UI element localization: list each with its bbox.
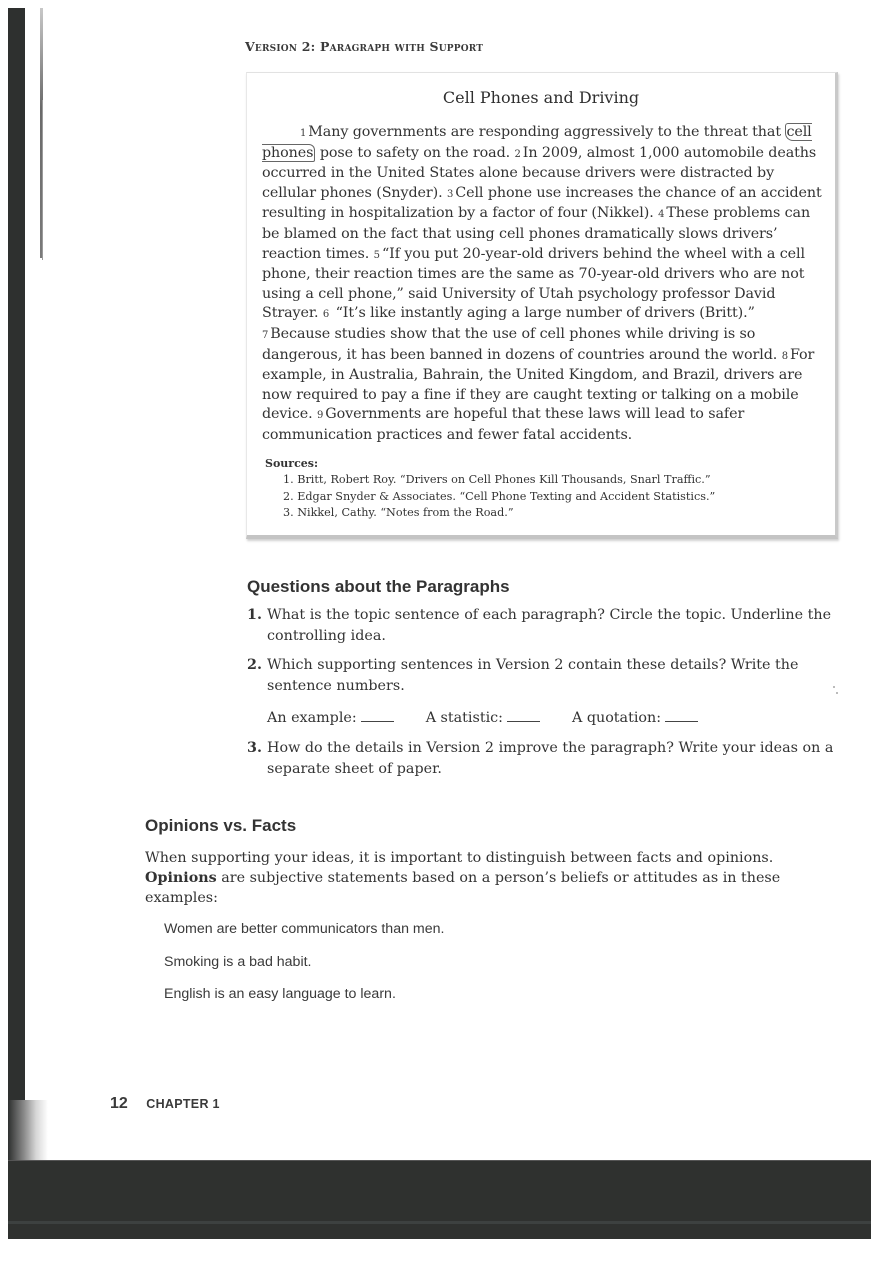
sentence-9: 9 Governments are hopeful that these laws will lead to safer communication practices and fewer fatal accidents. bbox=[262, 406, 745, 443]
sentence-4: 4 These problems can be blamed on the fact that using cell phones dramatically slows drivers’ reaction times. bbox=[262, 205, 811, 262]
question-text: What is the topic sentence of each paragraph? Circle the topic. Underline the controlling idea. bbox=[267, 607, 832, 644]
version-heading: Version 2: Paragraph with Support bbox=[245, 39, 484, 54]
sentence-number: 8 bbox=[781, 350, 788, 362]
sentence-5: 5 “If you put 20-year-old drivers behind the wheel with a cell phone, their reaction times are the same as 70-year-old drivers who are not using a cell phone,” said University of Utah psychology professor David Strayer. bbox=[262, 245, 805, 322]
question-2 bbox=[247, 655, 837, 696]
scan-speck bbox=[833, 686, 835, 688]
paragraph-title: Cell Phones and Driving bbox=[442, 88, 640, 107]
opinions-heading: Opinions vs. Facts bbox=[145, 816, 297, 835]
opinion-example: Smoking is a bad habit. bbox=[164, 954, 312, 970]
question-number: 3. bbox=[247, 740, 262, 756]
scan-page-stack-edge bbox=[8, 1100, 48, 1160]
opinions-intro: When supporting your ideas, it is important to distinguish between facts and opinions. Opinions are subjective statements based on a person’s beliefs or attitudes as in these examples: bbox=[145, 850, 781, 906]
sentence-number: 1 bbox=[300, 128, 307, 139]
sentence-3: 3 Cell phone use increases the chance of an accident resulting in hospitalization by a factor of four (Nikkel). bbox=[262, 184, 822, 222]
blank-quotation[interactable]: A quotation: bbox=[572, 709, 698, 726]
sentence-7: 7 Because studies show that the use of cell phones while driving is so dangerous, it has been banned in dozens of countries around the world. bbox=[262, 325, 782, 363]
sentence-2: 2 In 2009, almost 1,000 automobile deaths occurred in the United States alone because drivers were distracted by cellular phones (Snyder). bbox=[262, 144, 817, 201]
paragraph-body bbox=[262, 123, 827, 446]
question-number: 1. bbox=[247, 607, 262, 623]
questions-heading: Questions about the Paragraphs bbox=[247, 577, 510, 596]
scan-edge-bottom bbox=[8, 1160, 871, 1239]
sentence-number: 7 bbox=[262, 329, 269, 341]
page-number: 12 bbox=[110, 1095, 128, 1112]
source-item: 3. Nikkel, Cathy. “Notes from the Road.” bbox=[283, 506, 514, 519]
scan-edge-stripe bbox=[8, 1221, 871, 1224]
sentence-8: 8 For example, in Australia, Bahrain, the United Kingdom, and Brazil, drivers are now required to pay a fine if they are caught texting or talking on a mobile device. bbox=[262, 346, 815, 423]
sources-label: Sources: bbox=[265, 457, 319, 470]
sentence-1: 1 Many governments are responding aggressively to the threat that cell phones pose to safety on the road. bbox=[262, 124, 812, 161]
source-item: 1. Britt, Robert Roy. “Drivers on Cell Phones Kill Thousands, Snarl Traffic.” bbox=[283, 473, 711, 486]
source-item: 2. Edgar Snyder & Associates. “Cell Phone Texting and Accident Statistics.” bbox=[283, 489, 716, 503]
sentence-number: 5 bbox=[373, 249, 380, 261]
question-1 bbox=[247, 605, 837, 646]
scan-speck bbox=[836, 692, 838, 694]
sentence-number: 9 bbox=[317, 410, 324, 422]
sentence-number: 4 bbox=[658, 209, 665, 221]
blank-line[interactable] bbox=[665, 709, 698, 722]
scan-edge-left bbox=[8, 8, 25, 1160]
blank-line[interactable] bbox=[507, 709, 540, 722]
question-number: 2. bbox=[247, 657, 262, 673]
blank-statistic[interactable]: A statistic: bbox=[426, 709, 540, 726]
sentence-number: 2 bbox=[514, 148, 521, 160]
opinion-example: Women are better communicators than men. bbox=[164, 921, 445, 937]
paragraph-box bbox=[246, 72, 838, 539]
question-3 bbox=[247, 738, 837, 779]
sentence-number: 3 bbox=[446, 188, 454, 200]
sentence-6: 6 “It’s like instantly aging a large number of drivers (Britt).” bbox=[322, 305, 755, 322]
sentence-number: 6 bbox=[322, 309, 330, 321]
sources-list bbox=[265, 457, 825, 522]
blank-example[interactable]: An example: bbox=[267, 709, 394, 726]
scan-binding-line bbox=[42, 100, 43, 260]
question-text: Which supporting sentences in Version 2 contain these details? Write the sentence numbers. bbox=[267, 657, 799, 694]
term-opinions: Opinions bbox=[145, 870, 217, 886]
chapter-label: CHAPTER 1 bbox=[146, 1097, 220, 1111]
opinion-example: English is an easy language to learn. bbox=[164, 986, 396, 1002]
circled-topic: cell phones bbox=[262, 124, 812, 161]
blank-line[interactable] bbox=[361, 709, 394, 722]
page-footer bbox=[110, 1095, 220, 1113]
answer-blanks bbox=[267, 709, 698, 726]
question-text: How do the details in Version 2 improve the paragraph? Write your ideas on a separate sheet of paper. bbox=[267, 740, 834, 777]
